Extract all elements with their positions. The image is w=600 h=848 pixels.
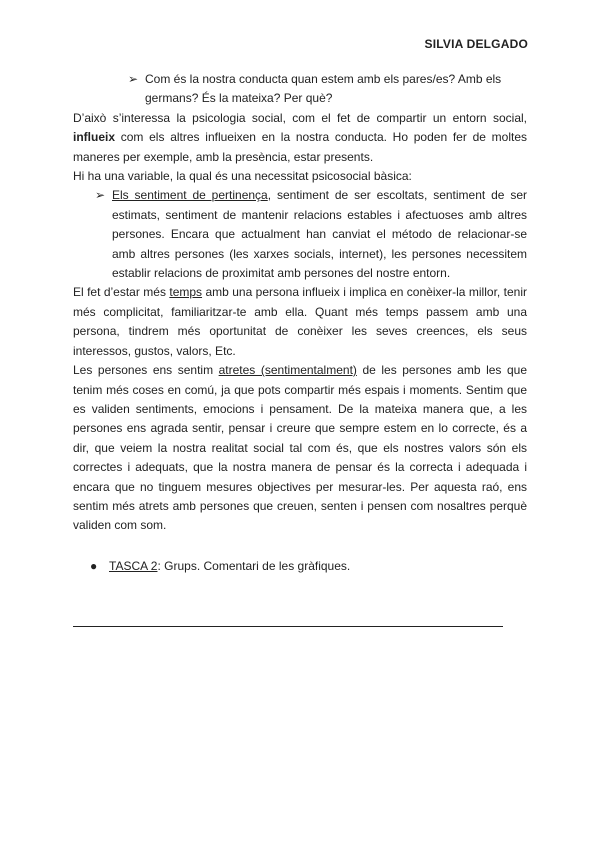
arrow-bullet-icon: ➢ [128,72,139,86]
paragraph-variable: Hi ha una variable, la qual és una necessitat psicosocial bàsica: [73,169,412,184]
task-item [73,557,527,576]
paragraph-text: Les persones ens sentim [73,363,219,378]
underlined-term: atretes (sentimentalment) [218,363,357,378]
page-header-author: SILVIA DELGADO [424,37,528,51]
question-item [73,70,527,109]
paragraph-text: D’això s’interessa la psicologia social, com el fet de compartir un entorn social, [73,110,527,125]
bullet-dot-icon: ● [90,558,98,573]
task-text: : Grups. Comentari de les gràfiques. [157,558,351,573]
paragraph-time [73,283,527,361]
paragraph-text: amb una persona influeix i implica en conèixer-la millor, tenir més complicitat, familiaritzar-te amb ella. Quant més temps passem amb una persona, tindrem més oportunitat de conèixer les seves creences, els seus interessos, gustos, valors, Etc. [73,285,527,358]
belonging-item [73,186,527,283]
paragraph-text: de les persones amb les que tenim més coses en comú, ja que pots compartir més espais i moments. Sentim que es validen sentiments, emocions i pensament. De la mateixa manera que, a les persones ens agrada sentir, pensar i creure que sempre estem en lo correcte, és a dir, que veiem la nostra realitat social tal com és, que els nostres valors són els correctes i adequats, que la nostra manera de pensar és la correcta i adequada i encara que no tinguem mesures objectives per mesurar-les. Per aquesta raó, ens sentim més atrets amb persones que creuen, senten i pensen com nosaltres perquè validen com som. [73,363,527,533]
underlined-term: temps [169,285,203,300]
underlined-term: Els sentiment de pertinença [112,188,268,203]
paragraph-text: com els altres influeixen en la nostra conducta. Ho poden fer de moltes maneres per exemple, amb la presència, estar presents. [73,130,527,164]
belonging-text: , sentiment de ser escoltats, sentiment de ser estimats, sentiment de mantenir relacions estables i afectuoses amb altres persones. Encara que actualment han canviat el método de relacionar-se amb altres persones (les xarxes socials, internet), les persones necessitem establir relacions de proximitat amb persones del nostre entorn. [112,188,527,281]
paragraph-attraction [73,361,527,536]
task-label: TASCA 2 [109,558,158,573]
document-body [73,70,527,576]
arrow-bullet-icon: ➢ [95,188,106,203]
question-text: Com és la nostra conducta quan estem amb els pares/es? Amb els germans? És la mateixa? Per què? [145,72,502,106]
paragraph-social-psychology [73,109,527,167]
paragraph-text: El fet d’estar més [73,285,170,300]
horizontal-divider [73,626,503,627]
bold-term: influeix [73,130,116,145]
